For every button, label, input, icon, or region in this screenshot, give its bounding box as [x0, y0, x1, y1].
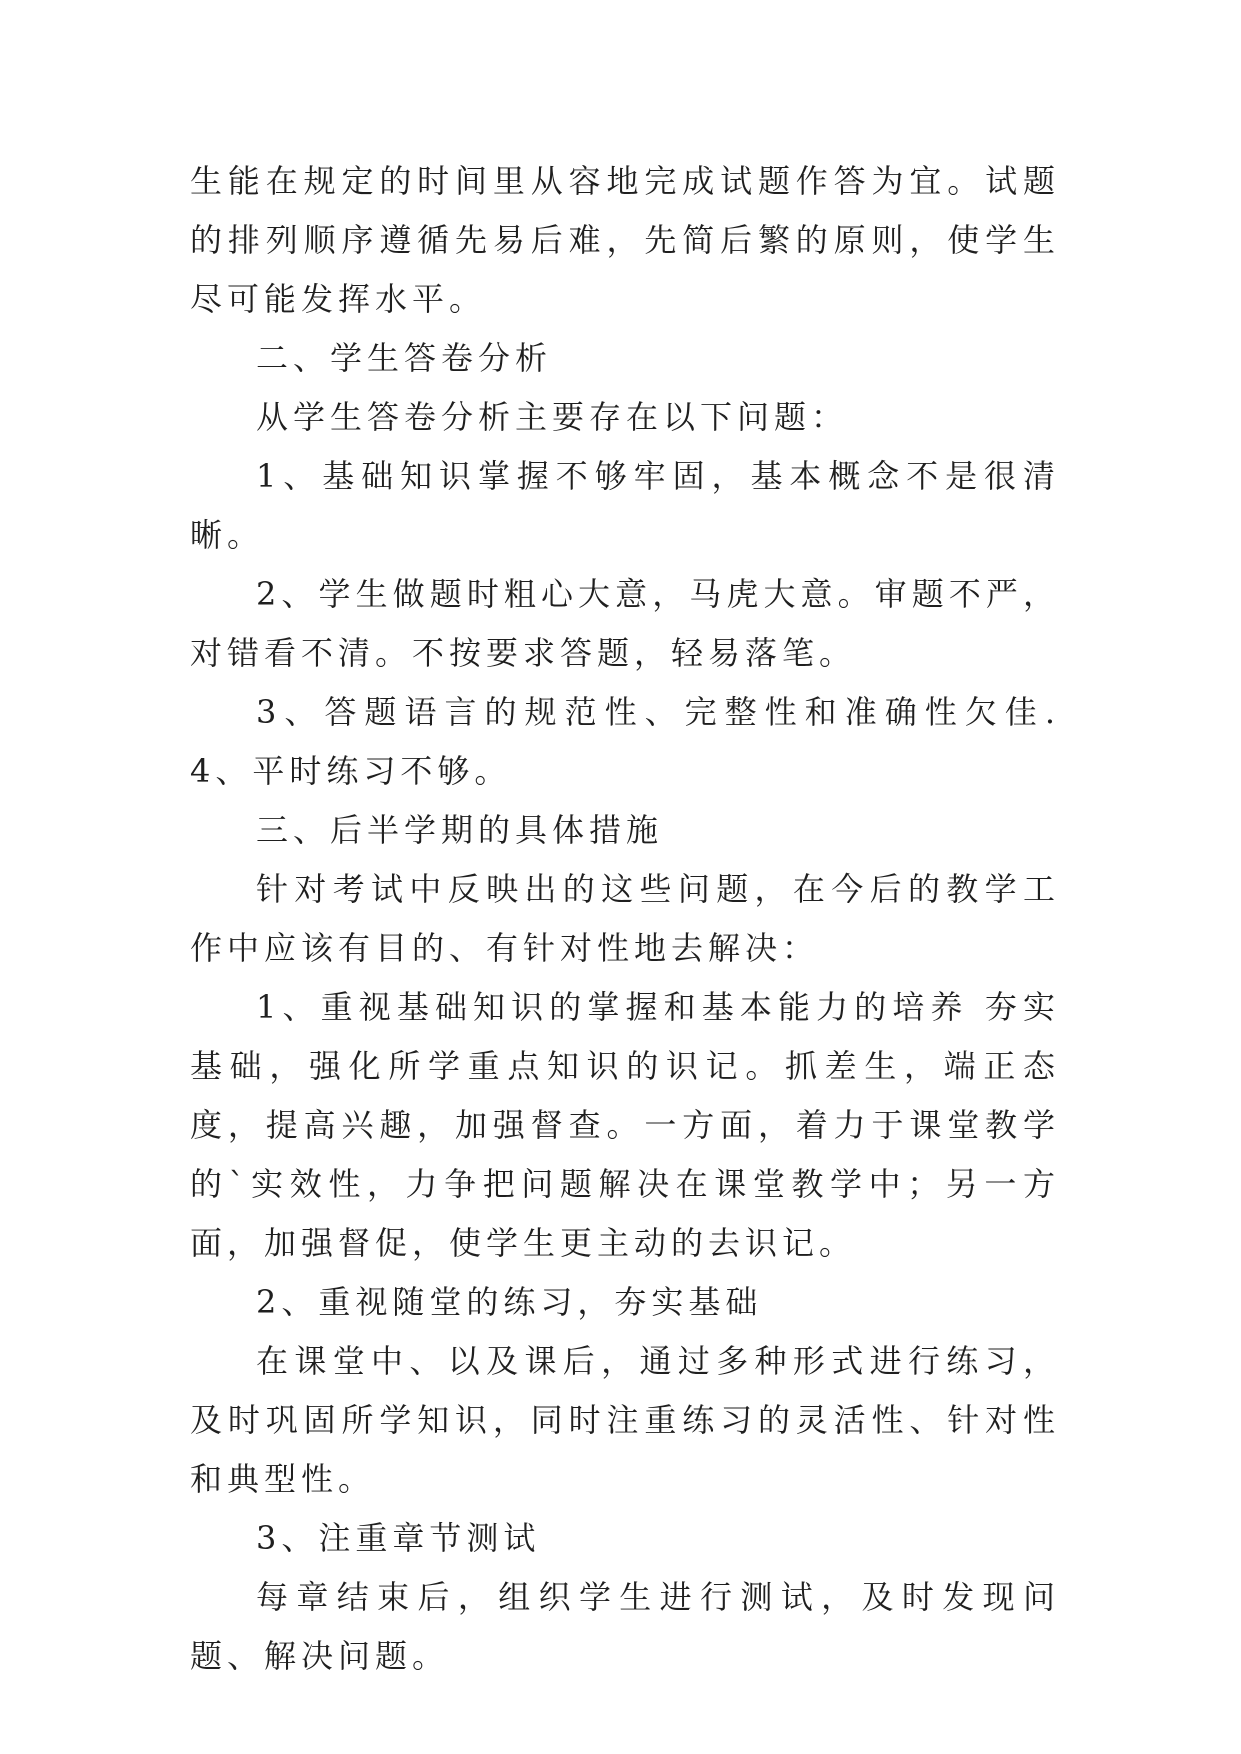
measure-item-2-body: 在课堂中、以及课后，通过多种形式进行练习，及时巩固所学知识，同时注重练习的灵活性、针对性和典型性。: [190, 1342, 1060, 1498]
problem-item-2: 2、学生做题时粗心大意，马虎大意。审题不严，对错看不清。不按要求答题，轻易落笔。: [190, 575, 1060, 672]
paragraph-intro-problems: 从学生答卷分析主要存在以下问题：: [256, 398, 849, 436]
document-body: [190, 152, 1060, 1686]
measure-item-3-heading: 3、注重章节测试: [256, 1519, 541, 1557]
section-heading-answer-analysis: 二、学生答卷分析: [256, 339, 553, 377]
paragraph-intro-measures: 针对考试中反映出的这些问题，在今后的教学工作中应该有目的、有针对性地去解决：: [190, 870, 1060, 967]
measure-item-2-heading: 2、重视随堂的练习，夯实基础: [256, 1283, 763, 1321]
measure-item-1: 1、重视基础知识的掌握和基本能力的培养 夯实基础，强化所学重点知识的识记。抓差生，端正态度，提高兴趣，加强督查。一方面，着力于课堂教学的`实效性，力争把问题解决在课堂教学中；另一方面，加强督促，使学生更主动的去识记。: [190, 988, 1060, 1262]
problem-item-1: 1、基础知识掌握不够牢固，基本概念不是很清晰。: [190, 457, 1060, 554]
measure-item-3-body: 每章结束后，组织学生进行测试，及时发现问题、解决问题。: [190, 1578, 1060, 1675]
section-heading-measures: 三、后半学期的具体措施: [256, 811, 664, 849]
problem-item-3-4: 3、答题语言的规范性、完整性和准确性欠佳. 4、平时练习不够。: [190, 693, 1060, 790]
paragraph-continuation: 生能在规定的时间里从容地完成试题作答为宜。试题的排列顺序遵循先易后难，先简后繁的原则，使学生尽可能发挥水平。: [190, 162, 1060, 318]
